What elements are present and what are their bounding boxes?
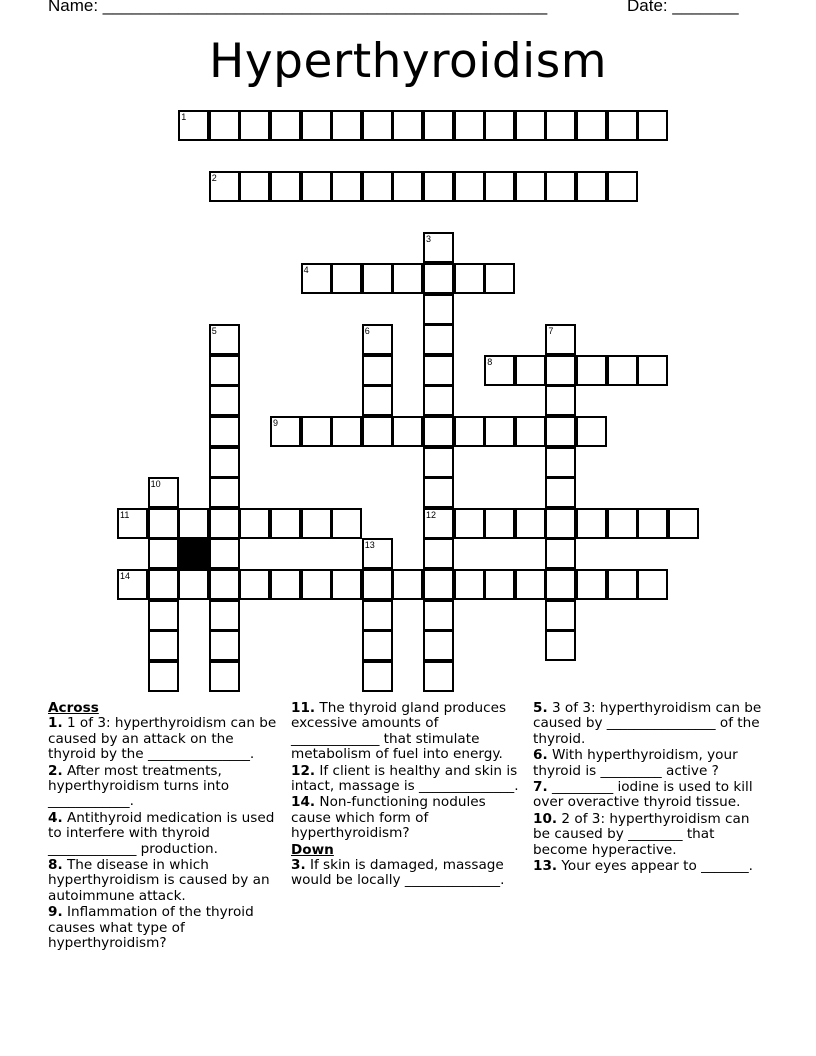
- grid-cell[interactable]: [423, 600, 454, 631]
- clue-number: 11: [120, 509, 130, 520]
- grid-cell[interactable]: [607, 110, 638, 141]
- grid-cell[interactable]: [668, 508, 699, 539]
- grid-cell[interactable]: [392, 416, 423, 447]
- grid-cell[interactable]: [209, 661, 240, 692]
- grid-cell[interactable]: [484, 110, 515, 141]
- clue-number: 7: [548, 326, 554, 337]
- grid-cell[interactable]: [301, 263, 332, 294]
- grid-cell[interactable]: [331, 569, 362, 600]
- grid-cell[interactable]: [331, 416, 362, 447]
- clue-across-14: 14. Non-functioning nodules cause which form of hyperthyroidism?: [291, 794, 486, 842]
- grid-cell[interactable]: [178, 508, 209, 539]
- clue-number: 13: [364, 540, 375, 551]
- grid-cell[interactable]: [423, 385, 454, 416]
- clues-column-3: [533, 701, 765, 875]
- grid-cell[interactable]: [545, 538, 576, 569]
- grid-cell[interactable]: [545, 569, 576, 600]
- grid-cell[interactable]: [484, 416, 515, 447]
- grid-cell[interactable]: [545, 508, 576, 539]
- grid-cell[interactable]: [362, 324, 393, 355]
- grid-cell[interactable]: [454, 171, 485, 202]
- grid-cell[interactable]: [148, 661, 179, 692]
- grid-cell[interactable]: [301, 110, 332, 141]
- page-title: Hyperthyroidism: [208, 34, 608, 89]
- grid-cell[interactable]: [209, 477, 240, 508]
- grid-cell[interactable]: [484, 355, 515, 386]
- grid-cell[interactable]: [331, 171, 362, 202]
- grid-cell[interactable]: [209, 416, 240, 447]
- grid-cell[interactable]: [392, 171, 423, 202]
- grid-cell[interactable]: [148, 508, 179, 539]
- grid-cell[interactable]: [515, 110, 546, 141]
- grid-cell[interactable]: [209, 538, 240, 569]
- clue-number: 1: [181, 112, 187, 122]
- grid-cell[interactable]: [545, 630, 576, 661]
- grid-cell[interactable]: [423, 110, 454, 141]
- grid-cell[interactable]: [454, 110, 485, 141]
- grid-cell[interactable]: [301, 416, 332, 447]
- grid-cell[interactable]: [239, 569, 270, 600]
- grid-cell[interactable]: [423, 538, 454, 569]
- grid-cell[interactable]: [545, 477, 576, 508]
- grid-cell[interactable]: [423, 355, 454, 386]
- clue-number: 4: [303, 265, 309, 275]
- grid-cell[interactable]: [239, 508, 270, 539]
- grid-cell[interactable]: [239, 171, 270, 202]
- grid-cell[interactable]: [545, 385, 576, 416]
- grid-cell[interactable]: [454, 569, 485, 600]
- grid-cell[interactable]: [484, 263, 515, 294]
- grid-cell[interactable]: [607, 355, 638, 386]
- grid-cell[interactable]: [148, 600, 179, 631]
- grid-cell[interactable]: [209, 324, 240, 355]
- grid-cell[interactable]: [362, 171, 393, 202]
- grid-cell[interactable]: [423, 477, 454, 508]
- grid-cell[interactable]: [515, 171, 546, 202]
- grid-cell[interactable]: [209, 447, 240, 478]
- grid-cell[interactable]: [362, 630, 393, 661]
- grid-cell[interactable]: [148, 477, 179, 508]
- grid-cell[interactable]: [270, 171, 301, 202]
- across-heading: Across: [48, 700, 99, 716]
- clue-number: 12: [426, 509, 437, 520]
- grid-cell[interactable]: [423, 232, 454, 263]
- grid-cell[interactable]: [484, 171, 515, 202]
- grid-cell[interactable]: [423, 630, 454, 661]
- clue-number: 9: [273, 418, 279, 428]
- grid-cell[interactable]: [362, 110, 393, 141]
- grid-cell[interactable]: [423, 171, 454, 202]
- grid-cell[interactable]: [607, 171, 638, 202]
- clue-across-9: 9. Inflammation of the thyroid causes what type of hyperthyroidism?: [48, 904, 254, 952]
- name-field-label: Name: _______________________________________________: [48, 0, 548, 15]
- grid-cell[interactable]: [423, 569, 454, 600]
- clue-across-1: 1. 1 of 3: hyperthyroidism can be caused by an attack on the thyroid by the _______________.: [48, 715, 277, 763]
- grid-cell[interactable]: [362, 569, 393, 600]
- grid-cell[interactable]: [209, 600, 240, 631]
- grid-cell[interactable]: [362, 385, 393, 416]
- grid-cell[interactable]: [515, 569, 546, 600]
- grid-cell[interactable]: [423, 447, 454, 478]
- clues-column-2: [291, 701, 519, 890]
- grid-cell[interactable]: [331, 110, 362, 141]
- grid-cell[interactable]: [270, 110, 301, 141]
- grid-cell[interactable]: [423, 508, 454, 539]
- grid-cell[interactable]: [576, 171, 607, 202]
- grid-cell[interactable]: [209, 569, 240, 600]
- grid-cell[interactable]: [209, 110, 240, 141]
- grid-cell[interactable]: [270, 416, 301, 447]
- grid-cell[interactable]: [178, 569, 209, 600]
- grid-cell[interactable]: [331, 263, 362, 294]
- grid-cell[interactable]: [117, 569, 148, 600]
- grid-cell[interactable]: [576, 569, 607, 600]
- grid-cell[interactable]: [362, 263, 393, 294]
- clue-across-12: 12. If client is healthy and skin is intact, massage is ______________.: [291, 762, 519, 795]
- grid-cell[interactable]: [392, 263, 423, 294]
- grid-cell[interactable]: [576, 508, 607, 539]
- grid-cell[interactable]: [454, 416, 485, 447]
- grid-cell[interactable]: [392, 110, 423, 141]
- grid-cell[interactable]: [423, 263, 454, 294]
- clue-across-2: 2. After most treatments, hyperthyroidism turns into ____________.: [48, 762, 230, 810]
- clue-number: 2: [211, 173, 217, 184]
- grid-cell[interactable]: [362, 416, 393, 447]
- grid-cell[interactable]: [270, 508, 301, 539]
- clue-down-10: 10. 2 of 3: hyperthyroidism can be caused by ________ that become hyperactive.: [533, 810, 750, 858]
- clue-across-11: 11. The thyroid gland produces excessive amounts of _____________ that stimulate metabolism of fuel into energy.: [291, 700, 507, 763]
- grid-cell[interactable]: [545, 171, 576, 202]
- grid-cell[interactable]: [362, 538, 393, 569]
- grid-cell[interactable]: [545, 324, 576, 355]
- grid-cell[interactable]: [209, 355, 240, 386]
- grid-cell[interactable]: [362, 600, 393, 631]
- grid-cell[interactable]: [637, 508, 668, 539]
- grid-cell[interactable]: [545, 447, 576, 478]
- grid-cell[interactable]: [148, 569, 179, 600]
- grid-cell[interactable]: [423, 324, 454, 355]
- grid-cell[interactable]: [545, 416, 576, 447]
- clue-down-13: 13. Your eyes appear to _______.: [533, 858, 753, 875]
- grid-cell[interactable]: [545, 355, 576, 386]
- clue-across-4: 4. Antithyroid medication is used to interfere with thyroid _____________ production.: [48, 809, 275, 857]
- block-cell: [178, 538, 209, 569]
- grid-cell[interactable]: [209, 508, 240, 539]
- grid-cell[interactable]: [148, 538, 179, 569]
- grid-cell[interactable]: [515, 355, 546, 386]
- clue-number: 5: [211, 326, 217, 337]
- grid-cell[interactable]: [545, 110, 576, 141]
- grid-cell[interactable]: [178, 110, 209, 141]
- grid-cell[interactable]: [454, 263, 485, 294]
- clue-number: 3: [426, 234, 432, 245]
- clue-number: 6: [364, 326, 370, 337]
- grid-cell[interactable]: [423, 294, 454, 325]
- date-field-label: Date: _______: [627, 0, 739, 15]
- clue-down-3: 3. If skin is damaged, massage would be locally ______________.: [291, 857, 505, 889]
- grid-cell[interactable]: [209, 171, 240, 202]
- grid-cell[interactable]: [637, 569, 668, 600]
- grid-cell[interactable]: [607, 569, 638, 600]
- clue-down-7: 7. _________ iodine is used to kill over overactive thyroid tissue.: [533, 779, 753, 811]
- grid-cell[interactable]: [301, 569, 332, 600]
- clue-down-5: 5. 3 of 3: hyperthyroidism can be caused by ________________ of the thyroid.: [533, 700, 762, 747]
- grid-cell[interactable]: [545, 600, 576, 631]
- grid-cell[interactable]: [331, 508, 362, 539]
- grid-cell[interactable]: [454, 508, 485, 539]
- grid-cell[interactable]: [576, 355, 607, 386]
- grid-cell[interactable]: [637, 355, 668, 386]
- clue-down-6: 6. With hyperthyroidism, your thyroid is _________ active ?: [533, 747, 738, 779]
- clue-number: 8: [487, 356, 493, 367]
- grid-cell[interactable]: [515, 508, 546, 539]
- grid-cell[interactable]: [576, 110, 607, 141]
- down-heading: Down: [291, 841, 334, 858]
- clue-across-8: 8. The disease in which hyperthyroidism is caused by an autoimmune attack.: [48, 857, 270, 904]
- grid-cell[interactable]: [239, 110, 270, 141]
- grid-cell[interactable]: [209, 630, 240, 661]
- clue-number: 10: [150, 479, 161, 490]
- grid-cell[interactable]: [209, 385, 240, 416]
- grid-cell[interactable]: [423, 416, 454, 447]
- grid-cell[interactable]: [515, 416, 546, 447]
- grid-cell[interactable]: [607, 508, 638, 539]
- grid-cell[interactable]: [423, 661, 454, 692]
- grid-cell[interactable]: [301, 171, 332, 202]
- grid-cell[interactable]: [148, 630, 179, 661]
- grid-cell[interactable]: [301, 508, 332, 539]
- grid-cell[interactable]: [576, 416, 607, 447]
- grid-cell[interactable]: [484, 508, 515, 539]
- grid-cell[interactable]: [362, 355, 393, 386]
- grid-cell[interactable]: [637, 110, 668, 141]
- grid-cell[interactable]: [392, 569, 423, 600]
- grid-cell[interactable]: [484, 569, 515, 600]
- grid-cell[interactable]: [362, 661, 393, 692]
- clue-number: 14: [120, 571, 131, 581]
- clues-column-1: [48, 701, 280, 953]
- grid-cell[interactable]: [117, 508, 148, 539]
- grid-cell[interactable]: [270, 569, 301, 600]
